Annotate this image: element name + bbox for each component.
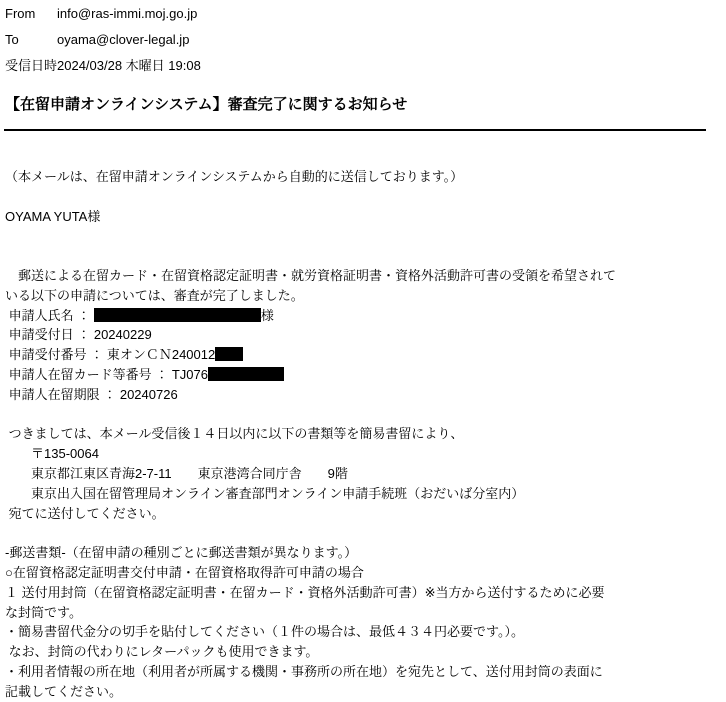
received-row: [5, 53, 726, 79]
docs-note-letterpack: なお、封筒の代わりにレターパックも使用できます。: [5, 644, 319, 660]
send-to-line: 宛てに送付してください。: [5, 505, 165, 521]
to-label: To: [5, 32, 19, 47]
from-row: [5, 1, 726, 27]
application-number-row: [5, 345, 726, 365]
docs-case-line: ○在留資格認定証明書交付申請・在留資格取得許可申請の場合: [5, 564, 364, 580]
received-label: 受信日時: [5, 58, 58, 73]
request-paragraph-line1: 郵送による在留カード・在留資格認定証明書・就労資格証明書・資格外活動許可書の受領を希望されて: [5, 267, 617, 283]
request-paragraph-line2: いる以下の申請については、審査が完了しました。: [5, 287, 304, 303]
recipient-name: OYAMA YUTA様: [5, 208, 101, 224]
received-datetime: 2024/03/28 木曜日 19:08: [57, 58, 201, 73]
applicant-name-label: 申請人氏名 ：: [5, 307, 94, 323]
blank-line: [5, 246, 726, 266]
docs-note-address-line2: 記載してください。: [5, 683, 123, 699]
residence-expiry-row: 申請人在留期限 ： 20240726: [5, 386, 178, 402]
blank-line: [5, 226, 726, 246]
instruction-line: つきましては、本メール受信後１４日以内に以下の書類等を簡易書留により、: [5, 426, 464, 442]
residence-card-prefix: 申請人在留カード等番号 ： TJ076: [5, 366, 208, 382]
email-header: [0, 0, 726, 79]
header-divider: [4, 129, 706, 131]
application-number-prefix: 申請受付番号 ： 東オンＣＮ240012: [5, 347, 216, 363]
to-address: oyama@clover-legal.jp: [57, 32, 190, 47]
redacted-application-number: [215, 347, 243, 361]
from-address: info@ras-immi.moj.go.jp: [57, 6, 198, 21]
blank-line: [5, 523, 726, 543]
docs-item1-line2: な封筒です。: [5, 604, 82, 620]
docs-section-header: -郵送書類-（在留申請の種別ごとに郵送書類が異なります。）: [5, 545, 358, 561]
docs-item1-line1: １ 送付用封筒（在留資格認定証明書・在留カード・資格外活動許可書）※当方から送付するために必要: [5, 584, 605, 600]
auto-send-notice: （本メールは、在留申請オンラインシステムから自動的に送信しております。）: [5, 169, 464, 184]
blank-line: [5, 187, 726, 207]
redacted-residence-card-number: [208, 367, 284, 381]
blank-line: [5, 405, 726, 425]
applicant-name-suffix: 様: [260, 307, 274, 323]
applicant-name-row: [5, 306, 726, 326]
residence-card-row: [5, 365, 726, 385]
email-body: [0, 167, 726, 702]
postal-code-line: 〒135-0064: [5, 446, 99, 462]
address-line1: 東京都江東区青海2-7-11 東京港湾合同庁舎 9階: [5, 465, 348, 481]
email-subject: 【在留申請オンラインシステム】審査完了に関するお知らせ: [5, 96, 408, 113]
to-row: [5, 27, 726, 53]
from-label: From: [5, 6, 36, 21]
application-date-row: 申請受付日 ： 20240229: [5, 327, 152, 343]
address-line2: 東京出入国在留管理局オンライン審査部門オンライン申請手続班（おだいば分室内）: [5, 485, 525, 501]
docs-note-address-line1: ・利用者情報の所在地（利用者が所属する機関・事務所の所在地）を宛先として、送付用封筒の表面に: [5, 663, 603, 679]
docs-note-stamp: ・簡易書留代金分の切手を貼付してください（１件の場合は、最低４３４円必要です。）。: [5, 624, 524, 640]
redacted-applicant-name: [94, 308, 261, 322]
